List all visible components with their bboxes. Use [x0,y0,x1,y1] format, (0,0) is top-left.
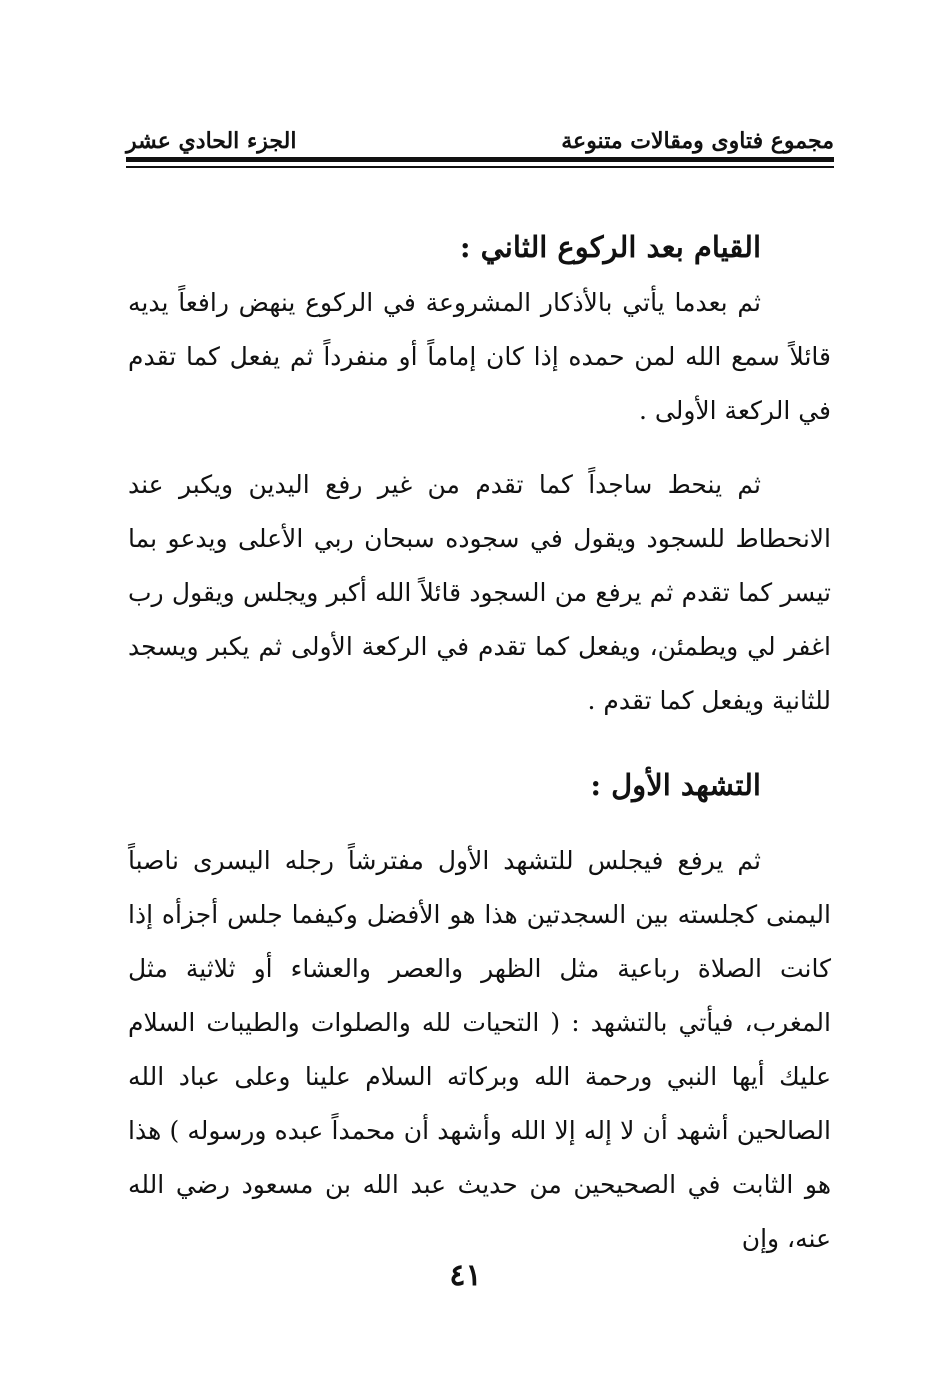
header-volume-title: الجزء الحادي عشر [126,128,297,154]
header-rule-thick [126,157,834,162]
page-number: ٤١ [449,1258,482,1293]
header-book-title: مجموع فتاوى ومقالات متنوعة [561,128,834,154]
page-content [128,218,831,1266]
section-heading-first-tashahhud: التشهد الأول : [590,768,761,802]
paragraph: ثم يرفع فيجلس للتشهد الأول مفترشاً رجله اليسرى ناصباً اليمنى كجلسته بين السجدتين هذا هو الأفضل وكيفما جلس أجزأه إذا كانت الصلاة رباعية مثل الظهر والعصر والعشاء أو ثلاثية مثل المغرب، فيأتي بالتشهد : ( التحيات لله والصلوات والطيبات السلام عليك أيها النبي ورحمة الله وبركاته السلام علينا وعلى عباد الله الصالحين أشهد أن لا إله إلا الله وأشهد أن محمداً عبده ورسوله ) هذا هو الثابت في الصحيحين من حديث عبد الله بن مسعود رضي الله عنه، وإن [128,846,831,1253]
section-heading-standing-after-second-ruku: القيام بعد الركوع الثاني : [459,230,761,264]
paragraph: ثم ينحط ساجداً كما تقدم من غير رفع اليدين ويكبر عند الانحطاط للسجود ويقول في سجوده سبحان ربي الأعلى ويدعو بما تيسر كما تقدم ثم يرفع من السجود قائلاً الله أكبر ويجلس ويقول رب اغفر لي ويطمئن، ويفعل كما تقدم في الركعة الأولى ثم يكبر ويسجد للثانية ويفعل كما تقدم . [128,470,831,715]
paragraph: ثم بعدما يأتي بالأذكار المشروعة في الركوع ينهض رافعاً يديه قائلاً سمع الله لمن حمده إذا كان إماماً أو منفرداً ثم يفعل كما تقدم في الركعة الأولى . [128,288,831,425]
header-rule-thin [126,166,834,168]
running-header [126,118,834,154]
